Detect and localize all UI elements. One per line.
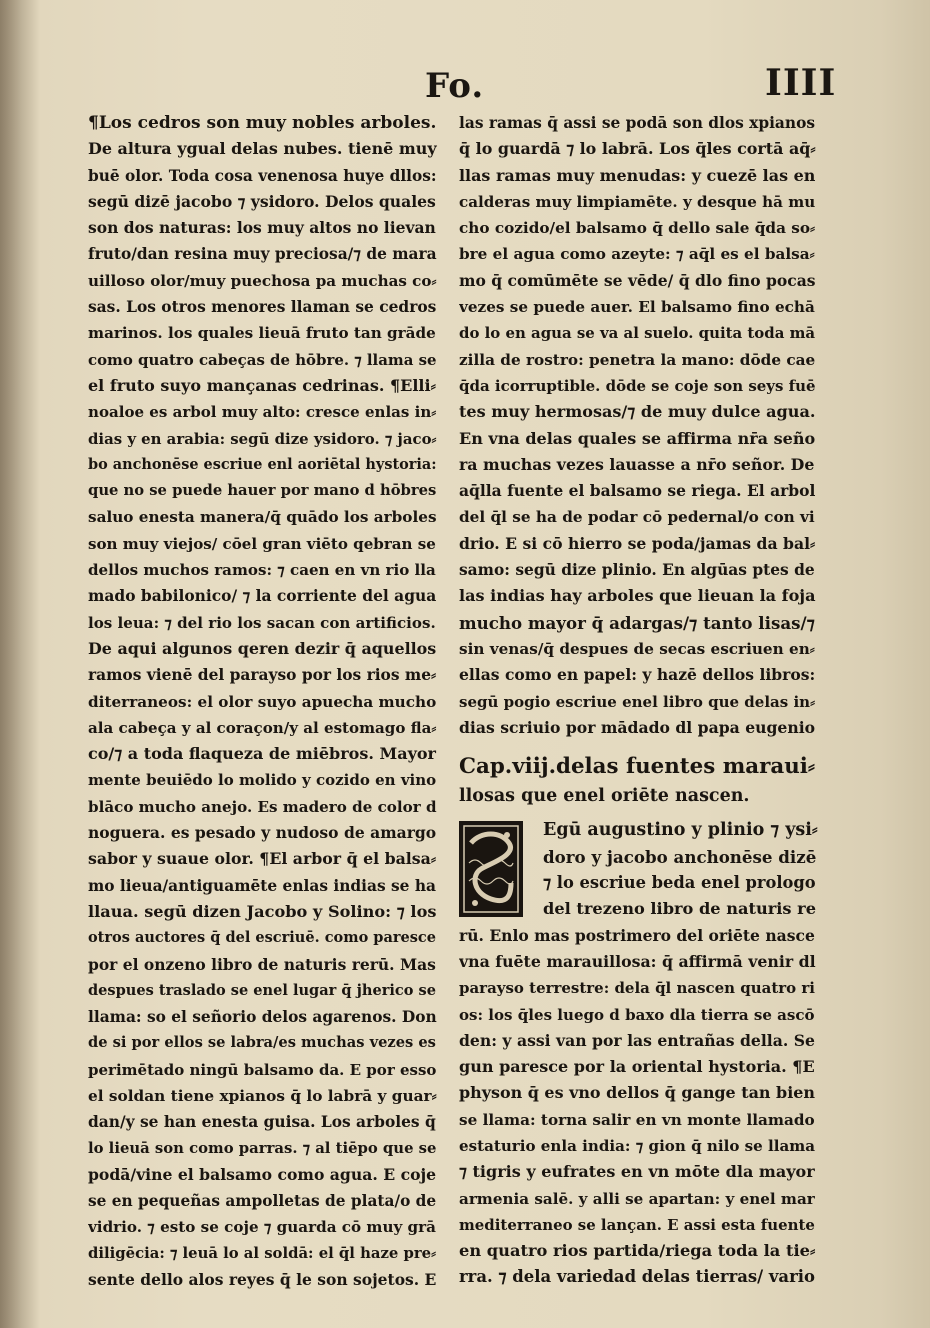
decorated-initial-paragraph [459,817,819,922]
folio-label: Fo. [425,66,485,106]
folio-number: IIII [765,62,837,104]
text-line: son dos naturas: los muy altos no lievan [88,218,436,238]
text-line: diligēcia: ⁊ leuā lo al soldā: el q̄l haze pre⸗ [88,1244,437,1262]
right-column-bottom-text [459,923,819,1291]
text-line: en quatro rios partida/riega toda la tie⸗ [459,1241,816,1261]
text-line: samo: segū dize plinio. En algūas ptes de [459,561,815,580]
text-line: las indias hay arboles que lieuan la foja [459,586,816,606]
text-line: En vna delas quales se affirma nr̄a seño [459,428,816,448]
text-line: vezes se puede auer. El balsamo fino echā [459,298,815,317]
page-gutter-shadow [0,0,40,1328]
text-line: doro y jacobo anchonēse dizē [543,846,817,867]
text-line: rra. ⁊ dela variedad delas tierras/ vario [459,1267,815,1287]
text-line: dellos muchos ramos: ⁊ caen en vn rio lla [88,561,436,580]
text-line: mado babilonico/ ⁊ la corriente del agua [88,586,437,606]
text-line: sas. Los otros menores llaman se cedros [88,298,437,317]
text-line: drio. E si cō hierro se poda/jamas da bal⸗ [459,533,816,553]
text-line: os: los q̄les luego d baxo dla tierra se ascō [459,1005,815,1024]
text-line: blāco mucho anejo. Es madero de color d [88,797,437,816]
text-line: uilloso olor/muy puechosa pa muchas co⸗ [88,271,437,290]
right-text-column [459,110,819,1291]
text-line: despues traslado se enel lugar q̄ jherico se [88,981,436,999]
text-line: De aqui algunos qeren dezir q̄ aquellos [88,638,437,658]
text-line: mo q̄ comūmēte se vēde/ q̄ dlo fino pocas [459,270,816,290]
text-line: ramos vienē del parayso por los rios me⸗ [88,666,437,685]
text-line: ¶Los cedros son muy nobles arboles. [88,113,437,133]
text-line: calderas muy limpiamēte. y desque hā mu [459,192,816,211]
right-column-top-text [459,110,819,741]
text-line: bo anchonēse escriue enl aoriētal hystoria: [88,455,437,473]
text-line: De altura ygual delas nubes. tienē muy [88,139,437,159]
text-line: bre el agua como azeyte: ⁊ aq̄l es el balsa⸗ [459,245,815,264]
text-line: physon q̄ es vno dellos q̄ gange tan bien [459,1083,815,1103]
text-line: podā/vine el balsamo como agua. E coje [88,1164,437,1184]
text-line: lo lieuā son como parras. ⁊ al tiēpo que se [88,1139,437,1157]
text-line: diterraneos: el olor suyo apuecha mucho [88,692,437,711]
text-line: se en pequeñas ampolletas de plata/o de [88,1192,437,1211]
text-line: noaloe es arbol muy alto: cresce enlas in⸗ [88,403,437,422]
text-line: llaua. segū dizen Jacobo y Solino: ⁊ los [88,901,437,921]
text-line: perimētado ningū balsamo da. E por esso [88,1060,437,1079]
text-line: por el onzeno libro de naturis rerū. Mas [88,954,436,974]
text-line: do lo en agua se va al suelo. quita toda mā [459,324,816,343]
text-line: gun paresce por la oriental hystoria. ¶E [459,1057,815,1077]
text-line: dan/y se han enesta guisa. Los arboles q̄ [88,1113,436,1132]
chapter-heading-continuation: llosas que enel oriēte nascen. [459,786,750,807]
text-line: ⁊ lo escriue beda enel prologo [543,873,816,893]
text-line: que no se puede hauer por mano d hōbres [88,482,437,500]
text-line: sabor y suaue olor. ¶El arbor q̄ el balsa⸗ [88,849,437,869]
text-line: mediterraneo se lançan. E assi esta fuente [459,1215,815,1234]
text-line: segū pogio escriue enel libro que delas in⸗ [459,692,816,711]
text-line: co/⁊ a toda flaqueza de miēbros. Mayor [88,744,436,764]
text-line: sin venas/q̄ despues de secas escriuen en⸗ [459,639,815,658]
text-line: Egū augustino y plinio ⁊ ysi⸗ [543,820,818,841]
text-line: ra muchas vezes lauasse a nr̄o señor. De [459,454,815,474]
left-text-column [88,110,440,1293]
text-line: armenia salē. y alli se apartan: y enel mar [459,1189,815,1208]
text-line: las ramas q̄ assi se podā son dlos xpianos [459,114,816,132]
text-line: cho cozido/el balsamo q̄ dello sale q̄da so⸗ [459,219,816,238]
text-line: estaturio enla india: ⁊ gion q̄ nilo se llama [459,1136,816,1155]
text-line: sente dello alos reyes q̄ le son sojetos. E [88,1270,437,1290]
text-line: del q̄l se ha de podar cō pedernal/o con vi [459,508,815,527]
decorated-initial-letter-icon [459,821,523,917]
text-line: los leua: ⁊ del rio los sacan con artificios. [88,613,436,632]
text-line: dias y en arabia: segū dize ysidoro. ⁊ jaco⸗ [88,429,437,448]
text-line: aq̄lla fuente el balsamo se riega. El arbol [459,481,816,501]
text-line: llama: so el señorio delos agarenos. Don [88,1008,437,1027]
text-line: vna fuēte marauillosa: q̄ affirmā venir dl [459,951,816,971]
text-line: llas ramas muy menudas: y cuezē las en [459,165,816,185]
text-line: vidrio. ⁊ esto se coje ⁊ guarda cō muy grā [88,1218,436,1237]
text-line: ala cabeça y al coraçon/y al estomago fla⸗ [88,718,437,737]
text-line: mente beuiēdo lo molido y cozido en vino [88,771,437,790]
text-line: otros auctores q̄ del escriuē. como paresce [88,929,436,947]
text-line: tes muy hermosas/⁊ de muy dulce agua. [459,402,816,422]
text-line: son muy viejos/ cōel gran viēto qebran se [88,534,436,553]
text-line: ⁊ tigris y eufrates en vn mōte dla mayor [459,1162,815,1182]
text-line: del trezeno libro de naturis re [543,899,816,919]
text-line: fruto/dan resina muy preciosa/⁊ de mara [88,245,437,264]
text-line: segū dizē jacobo ⁊ ysidoro. Delos quales [88,191,436,211]
text-line: buē olor. Toda cosa venenosa huye dllos: [88,166,437,185]
text-line: marinos. los quales lieuā fruto tan grāde [88,324,436,343]
text-line: como quatro cabeças de hōbre. ⁊ llama se [88,350,437,369]
text-line: el soldan tiene xpianos q̄ lo labrā y guar⸗ [88,1086,437,1105]
text-line: noguera. es pesado y nudoso de amargo [88,823,437,843]
text-line: parayso terrestre: dela q̄l nascen quatro ri [459,979,815,998]
text-line: rū. Enlo mas postrimero del oriēte nasce [459,925,815,945]
text-line: mo lieua/antiguamēte enlas indias se ha [88,876,436,895]
text-line: ellas como en papel: y hazē dellos libros: [459,665,816,685]
text-line: saluo enesta manera/q̄ quādo los arboles [88,508,437,527]
text-line: de si por ellos se labra/es muchas vezes es [88,1034,436,1052]
chapter-heading: Cap.viij.delas fuentes maraui⸗ [459,754,815,780]
text-line: q̄ lo guardā ⁊ lo labrā. Los q̄les cortā aq̄⸗ [459,139,816,159]
text-line: den: y assi van por las entrañas della. Se [459,1030,815,1050]
text-line: dias scriuio por mādado dl papa eugenio [459,717,816,737]
text-line: mucho mayor q̄ adargas/⁊ tanto lisas/⁊ [459,612,815,633]
text-line: el fruto suyo mançanas cedrinas. ¶Elli⸗ [88,375,436,395]
text-line: q̄da icorruptible. dōde se coje son seys fuē [459,376,816,395]
text-line: zilla de rostro: penetra la mano: dōde cae [459,350,816,369]
text-line: se llama: torna salir en vn monte llamado [459,1110,815,1129]
